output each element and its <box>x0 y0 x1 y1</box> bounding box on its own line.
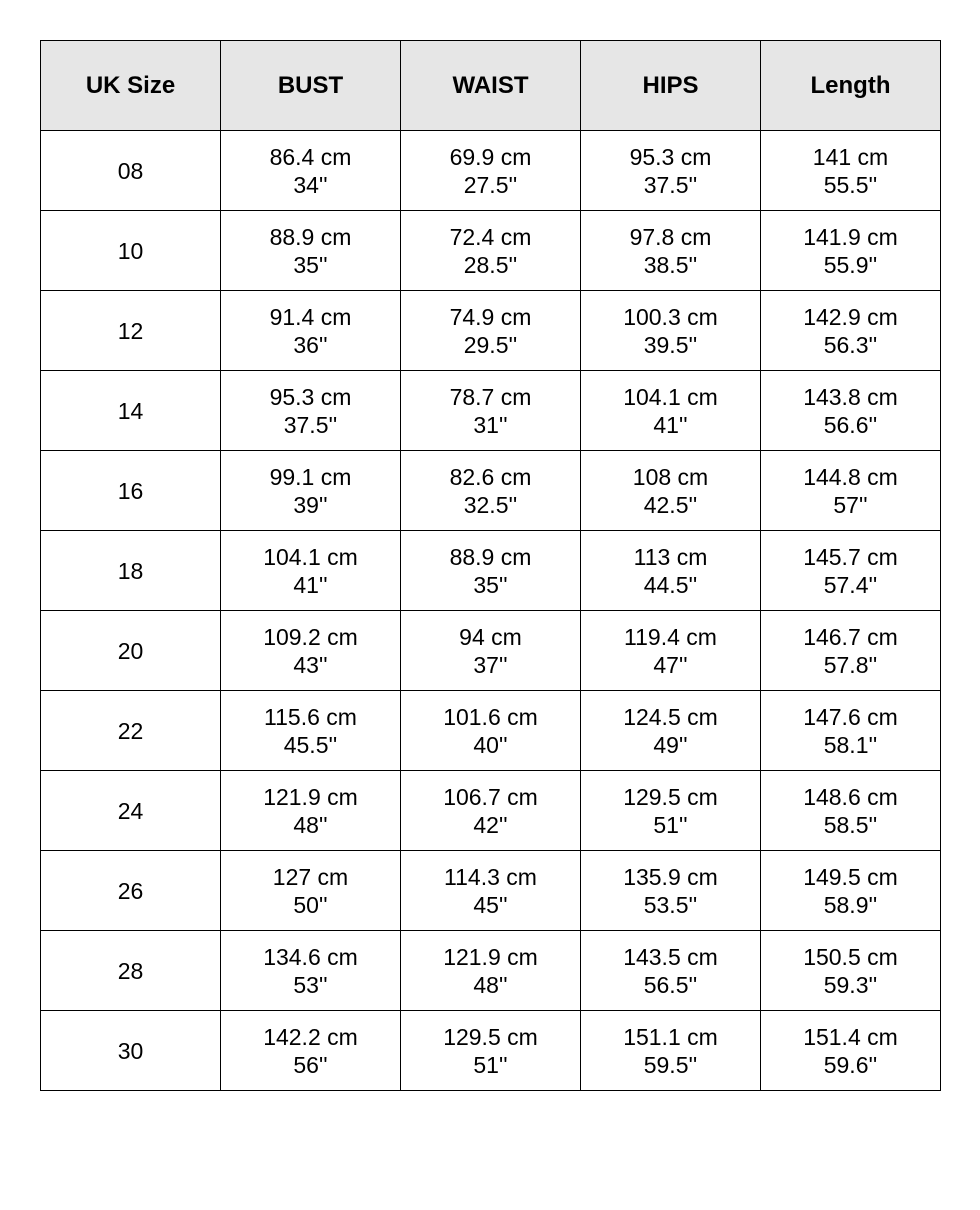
uk-size-cell: 18 <box>41 531 221 611</box>
header-bust: BUST <box>221 41 401 131</box>
waist-inch-value: 37'' <box>473 651 508 678</box>
length-cm-value: 141.9 cm <box>803 223 898 250</box>
bust-inch-value: 43'' <box>293 651 328 678</box>
length-inch-value: 58.5'' <box>823 811 878 838</box>
bust-cell <box>221 371 401 451</box>
hips-cell <box>581 371 761 451</box>
bust-inch-value: 41'' <box>293 571 328 598</box>
bust-cell <box>221 771 401 851</box>
bust-inch-value: 45.5'' <box>283 731 338 758</box>
hips-cm-value: 119.4 cm <box>624 623 717 650</box>
bust-cm-value: 127 cm <box>272 863 349 890</box>
bust-cell <box>221 691 401 771</box>
table-row <box>41 1011 941 1091</box>
length-inch-value: 56.3'' <box>823 331 878 358</box>
length-inch-value: 58.9'' <box>823 891 878 918</box>
waist-inch-value: 51'' <box>473 1051 508 1078</box>
uk-size-cell: 24 <box>41 771 221 851</box>
header-waist: WAIST <box>401 41 581 131</box>
hips-inch-value: 37.5'' <box>643 171 698 198</box>
hips-cell <box>581 1011 761 1091</box>
hips-cm-value: 135.9 cm <box>623 863 718 890</box>
hips-cm-value: 113 cm <box>633 543 708 570</box>
hips-inch-value: 39.5'' <box>643 331 698 358</box>
table-row <box>41 291 941 371</box>
bust-cm-value: 134.6 cm <box>263 943 358 970</box>
length-inch-value: 55.5'' <box>823 171 878 198</box>
length-cell <box>761 851 941 931</box>
length-cell <box>761 691 941 771</box>
waist-cell <box>401 851 581 931</box>
bust-inch-value: 34'' <box>293 171 328 198</box>
hips-inch-value: 51'' <box>653 811 688 838</box>
bust-inch-value: 56'' <box>293 1051 328 1078</box>
hips-inch-value: 56.5'' <box>643 971 698 998</box>
waist-cell <box>401 211 581 291</box>
length-cell <box>761 131 941 211</box>
length-inch-value: 56.6'' <box>823 411 878 438</box>
uk-size-cell: 20 <box>41 611 221 691</box>
waist-inch-value: 27.5'' <box>463 171 518 198</box>
waist-cell <box>401 1011 581 1091</box>
bust-inch-value: 37.5'' <box>283 411 338 438</box>
table-row <box>41 691 941 771</box>
hips-cm-value: 108 cm <box>632 463 709 490</box>
hips-inch-value: 38.5'' <box>643 251 698 278</box>
hips-cm-value: 95.3 cm <box>629 143 712 170</box>
waist-cm-value: 101.6 cm <box>443 703 538 730</box>
bust-cm-value: 88.9 cm <box>269 223 352 250</box>
length-cell <box>761 771 941 851</box>
table-row <box>41 851 941 931</box>
bust-cell <box>221 211 401 291</box>
bust-inch-value: 39'' <box>293 491 328 518</box>
bust-cm-value: 91.4 cm <box>269 303 352 330</box>
length-cm-value: 148.6 cm <box>803 783 898 810</box>
table-body <box>41 131 941 1091</box>
length-cell <box>761 931 941 1011</box>
header-hips: HIPS <box>581 41 761 131</box>
waist-inch-value: 28.5'' <box>463 251 518 278</box>
hips-inch-value: 44.5'' <box>643 571 698 598</box>
length-inch-value: 57.4'' <box>823 571 878 598</box>
bust-cell <box>221 1011 401 1091</box>
waist-cell <box>401 291 581 371</box>
waist-cell <box>401 451 581 531</box>
bust-cm-value: 121.9 cm <box>263 783 358 810</box>
bust-cell <box>221 851 401 931</box>
hips-inch-value: 47'' <box>653 651 688 678</box>
table-row <box>41 211 941 291</box>
bust-cm-value: 86.4 cm <box>269 143 352 170</box>
waist-cm-value: 88.9 cm <box>449 543 532 570</box>
bust-inch-value: 53'' <box>293 971 328 998</box>
length-cell <box>761 291 941 371</box>
waist-cm-value: 106.7 cm <box>443 783 538 810</box>
hips-cell <box>581 611 761 691</box>
uk-size-cell: 16 <box>41 451 221 531</box>
length-cell <box>761 611 941 691</box>
length-cm-value: 150.5 cm <box>803 943 898 970</box>
length-inch-value: 55.9'' <box>823 251 878 278</box>
bust-cm-value: 115.6 cm <box>264 703 357 730</box>
length-cell <box>761 531 941 611</box>
length-cm-value: 145.7 cm <box>803 543 898 570</box>
bust-cm-value: 104.1 cm <box>263 543 358 570</box>
hips-inch-value: 41'' <box>653 411 688 438</box>
hips-cm-value: 100.3 cm <box>623 303 718 330</box>
length-cell <box>761 1011 941 1091</box>
waist-cm-value: 69.9 cm <box>449 143 532 170</box>
header-length: Length <box>761 41 941 131</box>
length-cm-value: 149.5 cm <box>803 863 898 890</box>
hips-inch-value: 42.5'' <box>643 491 698 518</box>
bust-cm-value: 142.2 cm <box>263 1023 358 1050</box>
bust-cell <box>221 531 401 611</box>
waist-cm-value: 121.9 cm <box>443 943 538 970</box>
length-inch-value: 57'' <box>833 491 868 518</box>
bust-cell <box>221 291 401 371</box>
length-cm-value: 144.8 cm <box>803 463 898 490</box>
uk-size-cell: 30 <box>41 1011 221 1091</box>
bust-inch-value: 35'' <box>293 251 328 278</box>
hips-cell <box>581 851 761 931</box>
table-row <box>41 531 941 611</box>
waist-inch-value: 40'' <box>473 731 508 758</box>
hips-cell <box>581 531 761 611</box>
table-row <box>41 371 941 451</box>
hips-cell <box>581 291 761 371</box>
hips-cm-value: 129.5 cm <box>623 783 718 810</box>
uk-size-cell: 12 <box>41 291 221 371</box>
uk-size-cell: 28 <box>41 931 221 1011</box>
waist-inch-value: 42'' <box>473 811 508 838</box>
hips-cell <box>581 771 761 851</box>
hips-inch-value: 49'' <box>653 731 688 758</box>
waist-cm-value: 72.4 cm <box>449 223 532 250</box>
uk-size-cell: 26 <box>41 851 221 931</box>
length-cell <box>761 451 941 531</box>
hips-cell <box>581 211 761 291</box>
waist-cm-value: 82.6 cm <box>449 463 532 490</box>
hips-cm-value: 104.1 cm <box>623 383 718 410</box>
hips-cell <box>581 931 761 1011</box>
size-chart-table <box>40 40 941 1091</box>
waist-cell <box>401 771 581 851</box>
length-inch-value: 59.6'' <box>823 1051 878 1078</box>
hips-cm-value: 143.5 cm <box>623 943 718 970</box>
waist-cell <box>401 131 581 211</box>
waist-cell <box>401 611 581 691</box>
length-cm-value: 142.9 cm <box>803 303 898 330</box>
waist-inch-value: 45'' <box>473 891 508 918</box>
waist-cm-value: 74.9 cm <box>449 303 532 330</box>
waist-inch-value: 29.5'' <box>463 331 518 358</box>
length-cm-value: 141 cm <box>812 143 889 170</box>
bust-inch-value: 36'' <box>293 331 328 358</box>
waist-cm-value: 94 cm <box>459 623 522 650</box>
hips-cm-value: 124.5 cm <box>623 703 718 730</box>
waist-cm-value: 78.7 cm <box>449 383 532 410</box>
length-inch-value: 59.3'' <box>823 971 878 998</box>
waist-cell <box>401 531 581 611</box>
waist-inch-value: 32.5'' <box>463 491 518 518</box>
length-cell <box>761 371 941 451</box>
length-cell <box>761 211 941 291</box>
uk-size-cell: 08 <box>41 131 221 211</box>
table-row <box>41 131 941 211</box>
hips-cell <box>581 451 761 531</box>
bust-cell <box>221 931 401 1011</box>
hips-cell <box>581 691 761 771</box>
length-cm-value: 143.8 cm <box>803 383 898 410</box>
bust-cm-value: 99.1 cm <box>269 463 352 490</box>
table-row <box>41 771 941 851</box>
length-cm-value: 146.7 cm <box>803 623 898 650</box>
table-row <box>41 451 941 531</box>
length-inch-value: 58.1'' <box>823 731 878 758</box>
length-inch-value: 57.8'' <box>823 651 878 678</box>
waist-cell <box>401 931 581 1011</box>
bust-cm-value: 109.2 cm <box>263 623 358 650</box>
bust-inch-value: 50'' <box>293 891 328 918</box>
uk-size-cell: 14 <box>41 371 221 451</box>
uk-size-cell: 22 <box>41 691 221 771</box>
hips-cm-value: 151.1 cm <box>623 1023 718 1050</box>
waist-cm-value: 129.5 cm <box>443 1023 538 1050</box>
bust-cell <box>221 611 401 691</box>
hips-cell <box>581 131 761 211</box>
table-row <box>41 931 941 1011</box>
header-row <box>41 41 941 131</box>
bust-cell <box>221 451 401 531</box>
waist-cm-value: 114.3 cm <box>444 863 537 890</box>
bust-inch-value: 48'' <box>293 811 328 838</box>
waist-inch-value: 35'' <box>473 571 508 598</box>
hips-inch-value: 53.5'' <box>643 891 698 918</box>
waist-inch-value: 31'' <box>473 411 508 438</box>
bust-cm-value: 95.3 cm <box>269 383 352 410</box>
bust-cell <box>221 131 401 211</box>
waist-cell <box>401 371 581 451</box>
uk-size-cell: 10 <box>41 211 221 291</box>
hips-cm-value: 97.8 cm <box>629 223 712 250</box>
waist-cell <box>401 691 581 771</box>
hips-inch-value: 59.5'' <box>643 1051 698 1078</box>
length-cm-value: 147.6 cm <box>803 703 898 730</box>
table-row <box>41 611 941 691</box>
waist-inch-value: 48'' <box>473 971 508 998</box>
header-uk-size: UK Size <box>41 41 221 131</box>
length-cm-value: 151.4 cm <box>803 1023 898 1050</box>
